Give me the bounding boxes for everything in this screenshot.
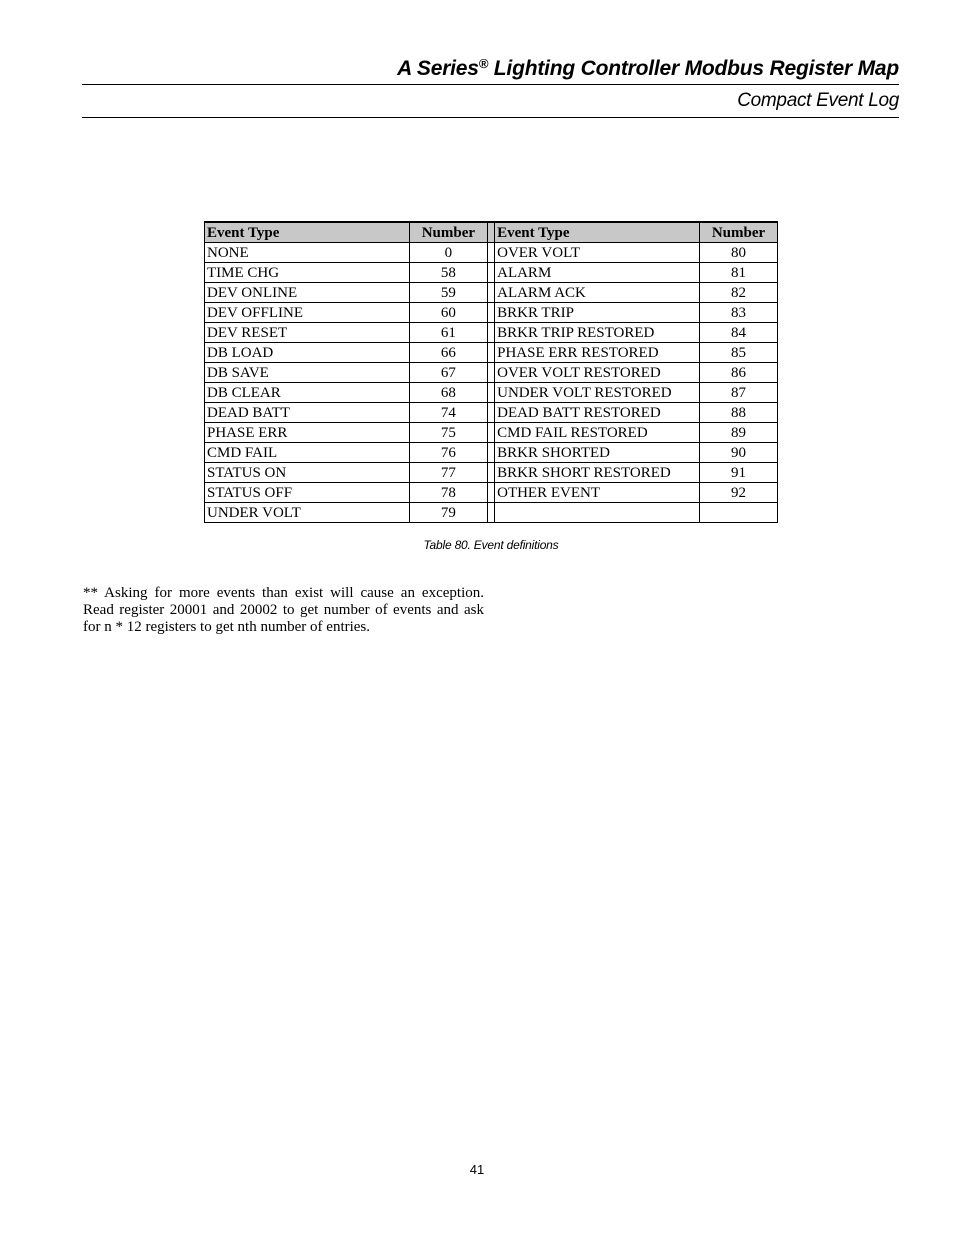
cell-event-type-right: BRKR SHORTED xyxy=(495,443,700,463)
cell-number-left: 58 xyxy=(409,263,487,283)
section-title: Compact Event Log xyxy=(737,90,899,111)
cell-number-right: 87 xyxy=(699,383,777,403)
cell-number-left: 76 xyxy=(409,443,487,463)
cell-event-type-right: BRKR SHORT RESTORED xyxy=(495,463,700,483)
cell-event-type-right: DEAD BATT RESTORED xyxy=(495,403,700,423)
cell-number-right: 85 xyxy=(699,343,777,363)
title-text-part1: A Series xyxy=(397,57,479,80)
cell-gap xyxy=(487,463,494,483)
cell-event-type-left: DEV ONLINE xyxy=(205,283,410,303)
table-body xyxy=(205,243,778,523)
cell-event-type-right: CMD FAIL RESTORED xyxy=(495,423,700,443)
cell-event-type-right: ALARM xyxy=(495,263,700,283)
cell-event-type-right xyxy=(495,503,700,523)
table-row xyxy=(205,503,778,523)
cell-event-type-right: BRKR TRIP RESTORED xyxy=(495,323,700,343)
cell-gap xyxy=(487,363,494,383)
cell-number-left: 75 xyxy=(409,423,487,443)
table-row xyxy=(205,423,778,443)
cell-number-right: 80 xyxy=(699,243,777,263)
table-row xyxy=(205,483,778,503)
table-row xyxy=(205,243,778,263)
table-row xyxy=(205,263,778,283)
cell-gap xyxy=(487,303,494,323)
cell-gap xyxy=(487,403,494,423)
cell-gap xyxy=(487,483,494,503)
title-text-part2: Lighting Controller Modbus Register Map xyxy=(488,57,899,80)
cell-number-left: 74 xyxy=(409,403,487,423)
cell-gap xyxy=(487,503,494,523)
cell-event-type-right: OTHER EVENT xyxy=(495,483,700,503)
table-row xyxy=(205,343,778,363)
cell-gap xyxy=(487,343,494,363)
cell-event-type-left: TIME CHG xyxy=(205,263,410,283)
cell-event-type-right: ALARM ACK xyxy=(495,283,700,303)
table-row xyxy=(205,383,778,403)
cell-number-left: 68 xyxy=(409,383,487,403)
cell-number-right: 90 xyxy=(699,443,777,463)
table-row xyxy=(205,323,778,343)
cell-event-type-left: NONE xyxy=(205,243,410,263)
table-row xyxy=(205,463,778,483)
cell-number-right: 82 xyxy=(699,283,777,303)
header-number-left: Number xyxy=(409,222,487,243)
cell-number-left: 67 xyxy=(409,363,487,383)
cell-number-right: 84 xyxy=(699,323,777,343)
cell-event-type-left: PHASE ERR xyxy=(205,423,410,443)
cell-gap xyxy=(487,263,494,283)
cell-number-left: 77 xyxy=(409,463,487,483)
cell-event-type-left: DEV RESET xyxy=(205,323,410,343)
cell-gap xyxy=(487,443,494,463)
cell-event-type-right: UNDER VOLT RESTORED xyxy=(495,383,700,403)
table-row xyxy=(205,443,778,463)
cell-number-left: 66 xyxy=(409,343,487,363)
cell-number-right: 89 xyxy=(699,423,777,443)
document-title xyxy=(397,56,899,81)
header-rule-bottom xyxy=(82,117,899,118)
cell-number-left: 0 xyxy=(409,243,487,263)
header-gap xyxy=(487,222,494,243)
cell-gap xyxy=(487,423,494,443)
cell-number-right: 92 xyxy=(699,483,777,503)
cell-event-type-left: DB CLEAR xyxy=(205,383,410,403)
cell-number-left: 61 xyxy=(409,323,487,343)
event-definitions-table xyxy=(204,221,778,523)
cell-number-left: 78 xyxy=(409,483,487,503)
cell-event-type-right: BRKR TRIP xyxy=(495,303,700,323)
cell-event-type-left: CMD FAIL xyxy=(205,443,410,463)
cell-number-left: 60 xyxy=(409,303,487,323)
header-rule-top xyxy=(82,84,899,85)
cell-number-right: 86 xyxy=(699,363,777,383)
cell-gap xyxy=(487,323,494,343)
table-caption: Table 80. Event definitions xyxy=(423,538,559,552)
cell-number-left: 79 xyxy=(409,503,487,523)
page-number: 41 xyxy=(469,1162,485,1177)
header-event-type-right: Event Type xyxy=(495,222,700,243)
cell-event-type-left: DEV OFFLINE xyxy=(205,303,410,323)
cell-number-right: 81 xyxy=(699,263,777,283)
cell-gap xyxy=(487,243,494,263)
table-header-row xyxy=(205,222,778,243)
header-number-right: Number xyxy=(699,222,777,243)
table-row xyxy=(205,283,778,303)
cell-gap xyxy=(487,383,494,403)
cell-number-right: 91 xyxy=(699,463,777,483)
cell-number-left: 59 xyxy=(409,283,487,303)
table-row xyxy=(205,303,778,323)
cell-number-right: 83 xyxy=(699,303,777,323)
cell-event-type-right: PHASE ERR RESTORED xyxy=(495,343,700,363)
cell-event-type-left: DEAD BATT xyxy=(205,403,410,423)
header-event-type-left: Event Type xyxy=(205,222,410,243)
cell-number-right: 88 xyxy=(699,403,777,423)
note-paragraph: ** Asking for more events than exist will cause an exception. Read register 20001 and 20002 to get number of events and ask for n * 12 registers to get nth number of entries. xyxy=(83,585,484,635)
cell-gap xyxy=(487,283,494,303)
cell-number-right xyxy=(699,503,777,523)
cell-event-type-left: DB SAVE xyxy=(205,363,410,383)
cell-event-type-right: OVER VOLT xyxy=(495,243,700,263)
registered-mark: ® xyxy=(478,56,489,71)
cell-event-type-left: STATUS ON xyxy=(205,463,410,483)
cell-event-type-left: DB LOAD xyxy=(205,343,410,363)
cell-event-type-left: STATUS OFF xyxy=(205,483,410,503)
table-row xyxy=(205,403,778,423)
cell-event-type-left: UNDER VOLT xyxy=(205,503,410,523)
cell-event-type-right: OVER VOLT RESTORED xyxy=(495,363,700,383)
table-row xyxy=(205,363,778,383)
